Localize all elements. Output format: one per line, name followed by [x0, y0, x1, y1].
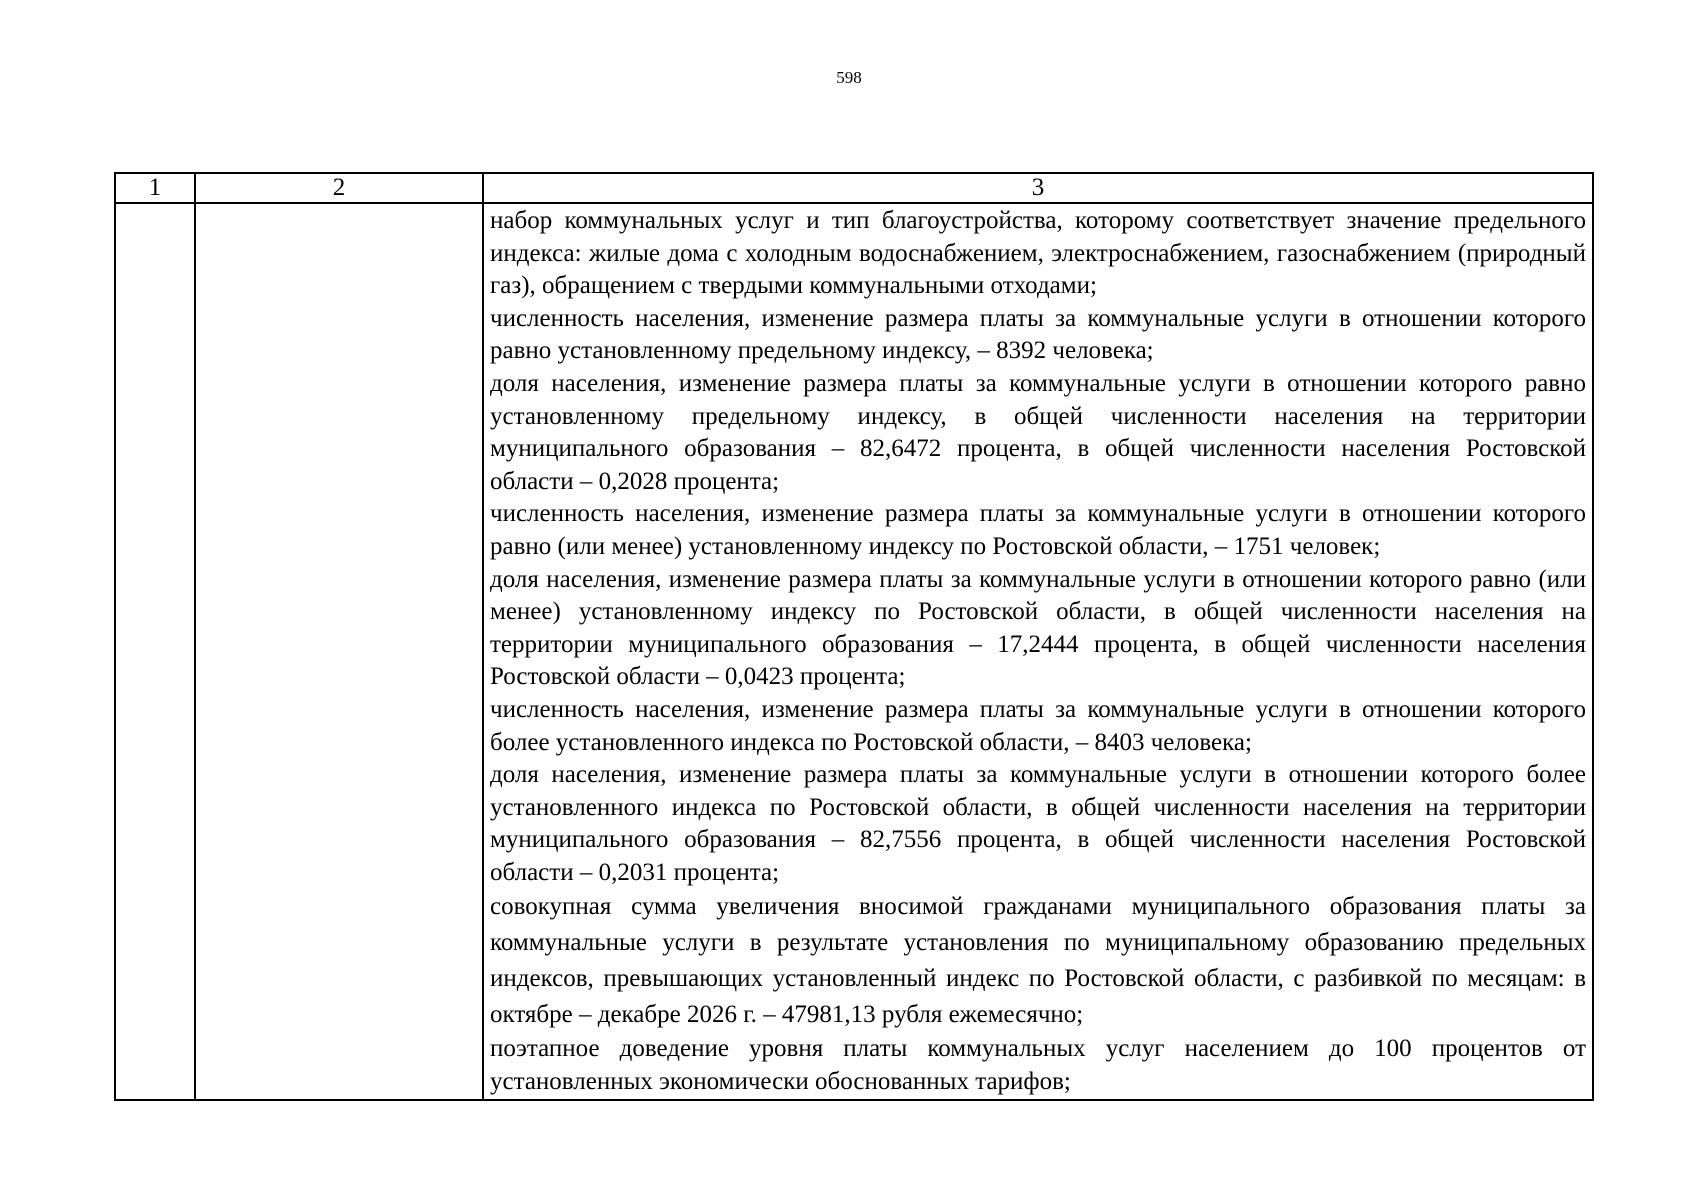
paragraph-utilities-set: набор коммунальных услуг и тип благоустройства, которому соответствует значение предельного индекса: жилые дома с холодным водоснабжением, электроснабжением, газоснабжением (природный газ), обращением с твердыми коммунальными отходами; — [490, 207, 1586, 300]
paragraph-total-increase: совокупная сумма увеличения вносимой гражданами муниципального образования платы за коммунальные услуги в результате установления по муниципальному образованию предельных индексов, превышающих установленный индекс по Ростовской области, с разбивкой по месяцам: в октябре – декабре 2026 г. – 47981,13 рубля ежемесячно; — [490, 893, 1586, 1029]
paragraph-population-less: численность населения, изменение размера платы за коммунальные услуги в отношении которого равно (или менее) установленному индексу по Ростовской области, – 1751 человек; — [490, 500, 1586, 560]
table-row — [115, 203, 1593, 1100]
paragraph-population-equal: численность населения, изменение размера платы за коммунальные услуги в отношении которого равно установленному предельному индексу, – 8392 человека; — [490, 304, 1586, 365]
document-table — [114, 172, 1594, 1101]
column-header-1: 1 — [115, 173, 195, 203]
table-header-row — [115, 173, 1593, 203]
paragraph-phased-tariffs: поэтапное доведение уровня платы коммунальных услуг населением до 100 процентов от установленных экономически обоснованных тарифов; — [490, 1035, 1586, 1096]
paragraph-share-more: доля населения, изменение размера платы за коммунальные услуги в отношении которого более установленного индекса по Ростовской области, в общей численности населения на территории муниципального образования – 82,7556 процента, в общей численности населения Ростовской области – 0,2031 процента; — [490, 761, 1586, 886]
paragraph-population-more: численность населения, изменение размера платы за коммунальные услуги в отношении которого более установленного индекса по Ростовской области, – 8403 человека; — [490, 695, 1586, 756]
column-header-3: 3 — [483, 173, 1593, 203]
cell-column-3 — [483, 203, 1593, 1100]
paragraph-share-equal: доля населения, изменение размера платы за коммунальные услуги в отношении которого равно установленному предельному индексу, в общей численности населения на территории муниципального образования – 82,6472 процента, в общей численности населения Ростовской области – 0,2028 процента; — [490, 369, 1586, 495]
paragraph-share-less: доля населения, изменение размера платы за коммунальные услуги в отношении которого равно (или менее) установленному индексу по Ростовской области, в общей численности населения на территории муниципального образования – 17,2444 процента, в общей численности населения Ростовской области – 0,0423 процента; — [490, 565, 1586, 691]
page-number: 598 — [836, 68, 862, 87]
cell-column-2 — [195, 203, 483, 1100]
column-header-2: 2 — [195, 173, 483, 203]
cell-column-1 — [115, 203, 195, 1100]
